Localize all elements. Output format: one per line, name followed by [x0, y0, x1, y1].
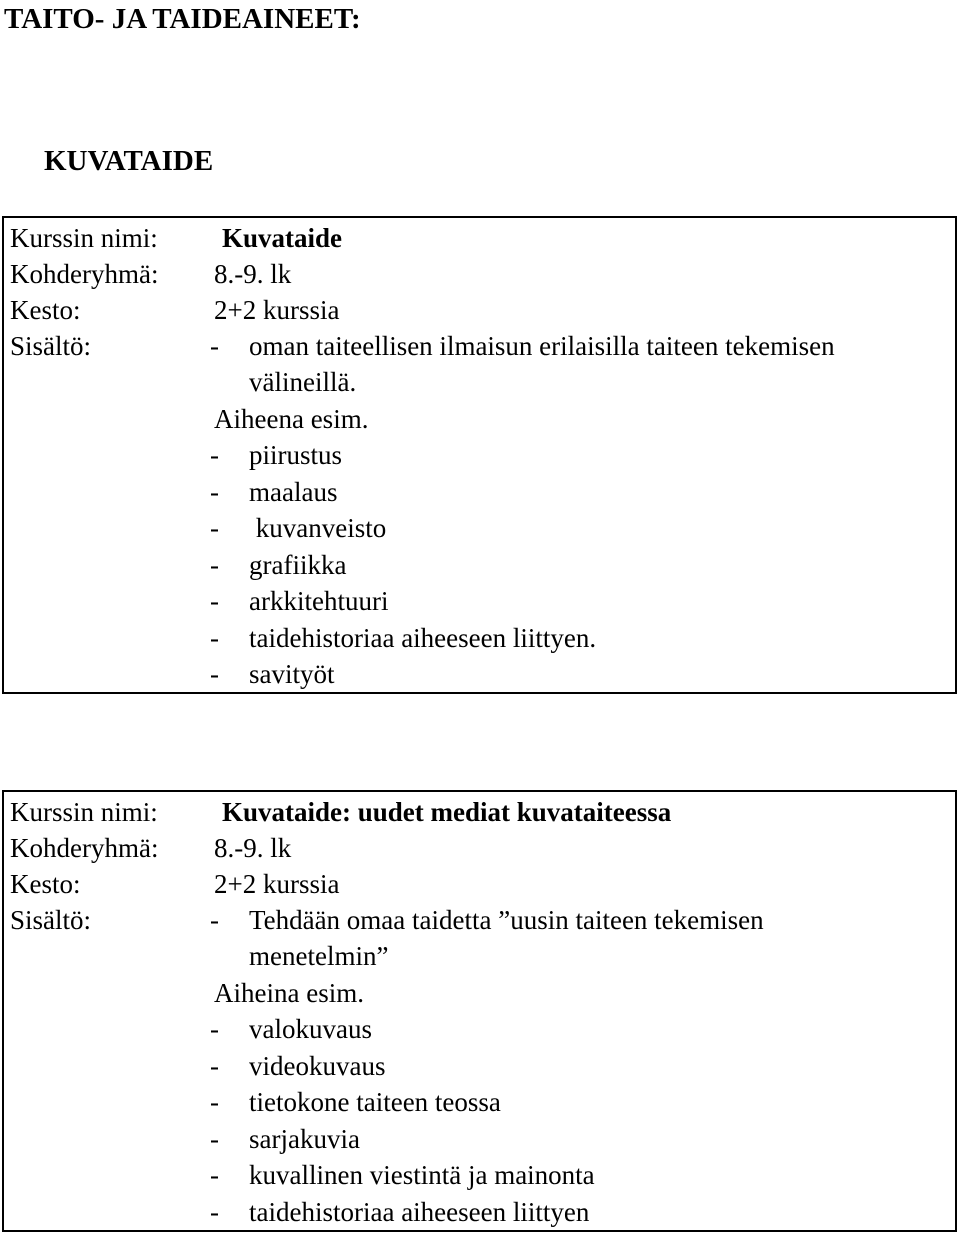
target-group-value: 8.-9. lk — [214, 833, 292, 863]
bullet-dash: - — [210, 477, 219, 507]
list-item — [4, 1157, 955, 1194]
content-intro-line: välineillä. — [249, 367, 357, 397]
list-item — [4, 1194, 955, 1231]
target-group-row — [4, 256, 955, 293]
course-name-row — [4, 220, 955, 257]
target-group-value: 8.-9. lk — [214, 259, 292, 289]
bullet-dash: - — [210, 1087, 219, 1117]
topics-label-row — [4, 401, 955, 438]
content-row — [4, 364, 955, 401]
list-item — [4, 1048, 955, 1085]
target-group-label: Kohderyhmä: — [10, 833, 159, 863]
bullet-dash: - — [210, 513, 219, 543]
topic-text: tietokone taiteen teossa — [249, 1087, 501, 1117]
duration-label: Kesto: — [10, 869, 81, 899]
section-title: KUVATAIDE — [44, 145, 214, 177]
course-name-label: Kurssin nimi: — [10, 223, 158, 253]
content-intro-line: menetelmin” — [249, 941, 389, 971]
target-group-row — [4, 830, 955, 867]
target-group-label: Kohderyhmä: — [10, 259, 159, 289]
duration-label: Kesto: — [10, 295, 81, 325]
course-card — [2, 790, 957, 1232]
list-item — [4, 474, 955, 511]
list-item — [4, 510, 955, 547]
content-intro-line: oman taiteellisen ilmaisun erilaisilla taiteen tekemisen — [249, 331, 835, 361]
list-item — [4, 583, 955, 620]
topic-text: videokuvaus — [249, 1051, 386, 1081]
duration-row — [4, 292, 955, 329]
duration-row — [4, 866, 955, 903]
bullet-dash: - — [210, 905, 219, 935]
bullet-dash: - — [210, 1051, 219, 1081]
topic-text: maalaus — [249, 477, 338, 507]
content-row — [4, 938, 955, 975]
topic-text: savityöt — [249, 659, 335, 689]
topic-text: taidehistoriaa aiheeseen liittyen — [249, 1197, 590, 1227]
bullet-dash: - — [210, 659, 219, 689]
course-name-value: Kuvataide — [222, 223, 343, 253]
content-intro-line: Tehdään omaa taidetta ”uusin taiteen tekemisen — [249, 905, 764, 935]
duration-value: 2+2 kurssia — [214, 869, 340, 899]
topic-text: kuvallinen viestintä ja mainonta — [249, 1160, 595, 1190]
content-label: Sisältö: — [10, 905, 92, 935]
content-row — [4, 328, 955, 365]
topics-label: Aiheina esim. — [214, 978, 364, 1008]
bullet-dash: - — [210, 440, 219, 470]
content-label: Sisältö: — [10, 331, 92, 361]
bullet-dash: - — [210, 623, 219, 653]
bullet-dash: - — [210, 1160, 219, 1190]
topic-text: sarjakuvia — [249, 1124, 360, 1154]
course-name-row — [4, 794, 955, 831]
bullet-dash: - — [210, 586, 219, 616]
list-item — [4, 547, 955, 584]
content-row — [4, 902, 955, 939]
list-item — [4, 437, 955, 474]
duration-value: 2+2 kurssia — [214, 295, 340, 325]
list-item — [4, 1121, 955, 1158]
list-item — [4, 656, 955, 693]
topics-label: Aiheena esim. — [214, 404, 369, 434]
topic-text: piirustus — [249, 440, 343, 470]
bullet-dash: - — [210, 1124, 219, 1154]
list-item — [4, 1084, 955, 1121]
page-title: TAITO- JA TAIDEAINEET: — [4, 3, 361, 35]
topics-label-row — [4, 975, 955, 1012]
bullet-dash: - — [210, 331, 219, 361]
list-item — [4, 620, 955, 657]
list-item — [4, 1011, 955, 1048]
bullet-dash: - — [210, 1197, 219, 1227]
topic-text: valokuvaus — [249, 1014, 372, 1044]
course-name-label: Kurssin nimi: — [10, 797, 158, 827]
topic-text: taidehistoriaa aiheeseen liittyen. — [249, 623, 597, 653]
course-card — [2, 216, 957, 694]
bullet-dash: - — [210, 550, 219, 580]
course-name-value: Kuvataide: uudet mediat kuvataiteessa — [222, 797, 672, 827]
topic-text: grafiikka — [249, 550, 347, 580]
topic-text: arkkitehtuuri — [249, 586, 389, 616]
topic-text: kuvanveisto — [249, 513, 387, 543]
bullet-dash: - — [210, 1014, 219, 1044]
